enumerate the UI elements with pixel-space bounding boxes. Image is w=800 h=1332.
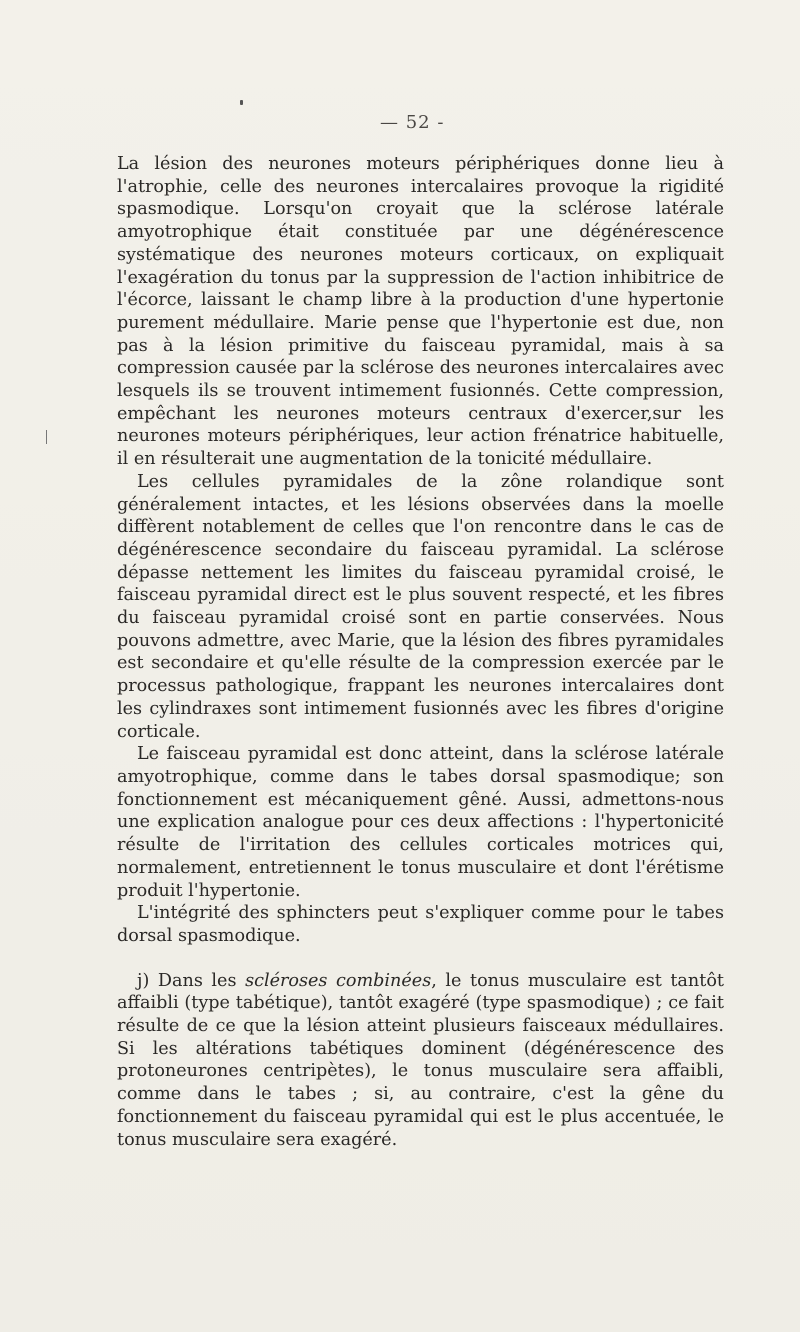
paragraph: Les cellules pyramidales de la zône rolandique sont généralement intactes, et les lésions observées dans la moelle diffèrent notablement de celles que l'on rencontre dans le cas de dégénérescence secondaire du faisceau pyramidal. La sclérose dépasse nettement les limites du faisceau pyramidal croisé, le faisceau pyramidal direct est le plus souvent respecté, et les fibres du faisceau pyramidal croisé sont en partie conservées. Nous pouvons admettre, avec Marie, que la lésion des fibres pyramidales est secondaire et qu'elle résulte de la compression exercée par le processus pathologique, frappant les neurones intercalaires dont les cylindraxes sont intimement fusionnés avec les fibres d'origine corticale. <box>117 471 724 742</box>
paragraph-section-j <box>117 970 724 1152</box>
page-number: — 52 - <box>380 112 445 133</box>
print-speck <box>46 430 47 444</box>
paragraph: L'intégrité des sphincters peut s'expliquer comme pour le tabes dorsal spasmodique. <box>117 903 724 946</box>
paragraph: Le faisceau pyramidal est donc atteint, dans la sclérose latérale amyotrophique, comme dans le tabes dorsal spasmodique; son fonctionnement est mécaniquement gêné. Aussi, admettons-nous une explication analogue pour ces deux affections : l'hypertonicité résulte de l'irritation des cellules corticales motrices qui, normalement, entretiennent le tonus musculaire et dont l'érétisme produit l'hypertonie. <box>117 744 724 901</box>
section-marker: j) <box>137 970 150 991</box>
section-text-before: Dans les <box>149 970 246 991</box>
body-text <box>117 153 724 1151</box>
section-text-after: , le tonus musculaire est tantôt affaibli (type tabétique), tantôt exagéré (type spasmodique) ; ce fait résulte de ce que la lésion atteint plusieurs faisceaux médullaires. Si les altérations tabétiques dominent (dégénérescence des protoneurones centripètes), le tonus musculaire sera affaibli, comme dans le tabes ; si, au contraire, c'est la gêne du fonctionnement du faisceau pyramidal qui est le plus accentuée, le tonus musculaire sera exagéré. <box>117 970 724 1150</box>
print-speck <box>240 100 243 105</box>
section-emphasis: scléroses combinées <box>245 970 432 991</box>
paragraph: La lésion des neurones moteurs périphériques donne lieu à l'atrophie, celle des neurones intercalaires provoque la rigidité spasmodique. Lorsqu'on croyait que la sclérose latérale amyotrophique était constituée par une dégénérescence systématique des neurones moteurs corticaux, on expliquait l'exagération du tonus par la suppression de l'action inhibitrice de l'écorce, laissant le champ libre à la production d'une hypertonie purement médullaire. Marie pense que l'hypertonie est due, non pas à la lésion primitive du faisceau pyramidal, mais à sa compression causée par la sclérose des neurones intercalaires avec lesquels ils se trouvent intimement fusionnés. Cette compression, empêchant les neurones moteurs centraux d'exercer,sur les neurones moteurs périphériques, leur action frénatrice habituelle, il en résulterait une augmentation de la tonicité médullaire. <box>117 154 724 470</box>
